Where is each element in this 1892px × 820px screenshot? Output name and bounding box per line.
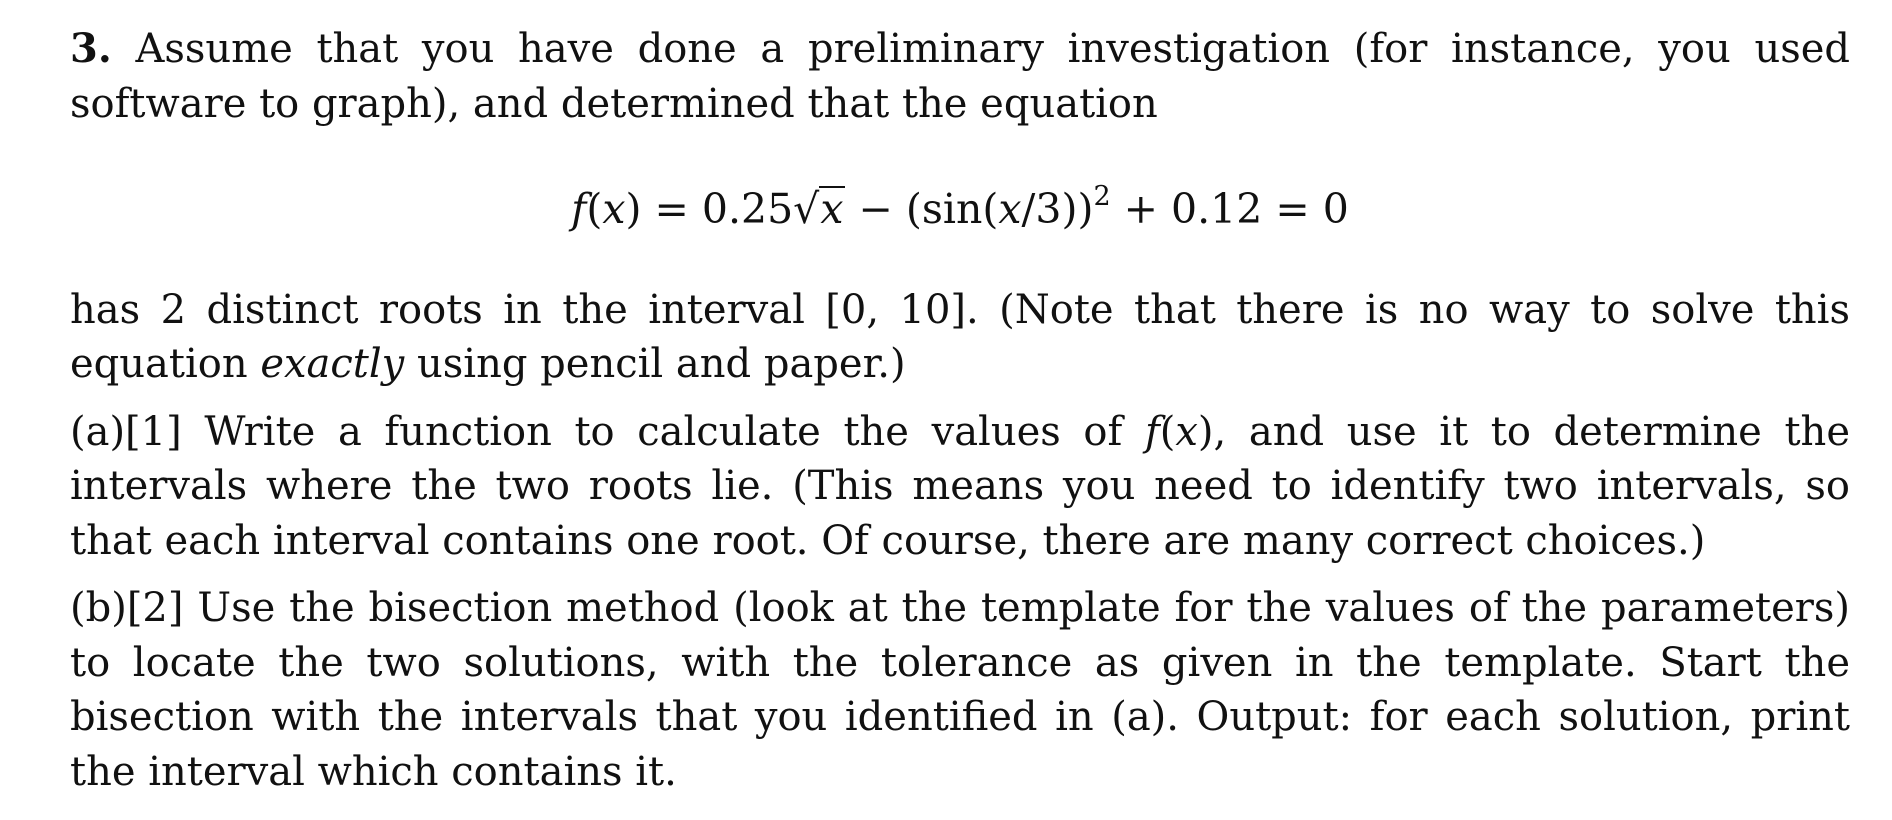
part-a-x: x <box>1175 408 1198 455</box>
part-a-text-before: Write a function to calculate the values of <box>204 408 1123 455</box>
problem-number: 3. <box>70 25 112 72</box>
part-b-label: (b)[2] <box>70 585 184 631</box>
eq-x2: x <box>998 185 1022 233</box>
sqrt-symbol: √x <box>793 185 844 233</box>
part-a-f: f <box>1144 408 1160 455</box>
eq-mid: − (sin( <box>845 185 999 233</box>
roots-note-exactly: exactly <box>260 341 405 387</box>
intro-text: Assume that you have done a preliminary investigation (for instance, you used software to graph), and determined that the equation <box>70 26 1851 127</box>
part-a-label: (a)[1] <box>70 408 182 455</box>
roots-note <box>70 283 1850 392</box>
eq-x: x <box>602 185 626 233</box>
equation: $f(x) = 0.25√x - (\sin(x/3))^2 + 0.12 = 0$ <box>70 182 1850 237</box>
roots-note-b: using pencil and paper.) <box>417 341 906 387</box>
eq-frac: /3)) <box>1021 185 1094 233</box>
roots-note-a: has 2 distinct roots in the interval [0, 10]. (Note that there is no way to solve this equation <box>70 286 1850 387</box>
eq-sqrt-arg: x <box>820 185 844 233</box>
part-b-text: Use the bisection method (look at the template for the values of the parameters) to locate the two solutions, with the tolerance as given in the template. Start the bisection with the intervals that you identified in (a). Output: for each solution, print the interval which contains it. <box>70 585 1850 795</box>
eq-tail: + 0.12 = 0 <box>1110 185 1349 233</box>
problem-document <box>70 22 1850 799</box>
problem-intro <box>70 22 1850 131</box>
part-a-text-after: , and use it to determine the intervals where the two roots lie. (This means you need to identify two intervals, so that each interval contains one root. Of course, there are many correct choices.) <box>70 408 1850 564</box>
part-a: (a)[1] Write a function to calculate the values of f(x), and use it to determine the intervals where the two roots lie. (This means you need to identify two intervals, so that each interval contains one root. Of course, there are many correct choices.) <box>70 408 1850 564</box>
eq-coef: 0.25 <box>701 185 794 233</box>
part-b <box>70 581 1850 799</box>
eq-power: 2 <box>1093 181 1111 213</box>
eq-f: f <box>571 185 587 233</box>
